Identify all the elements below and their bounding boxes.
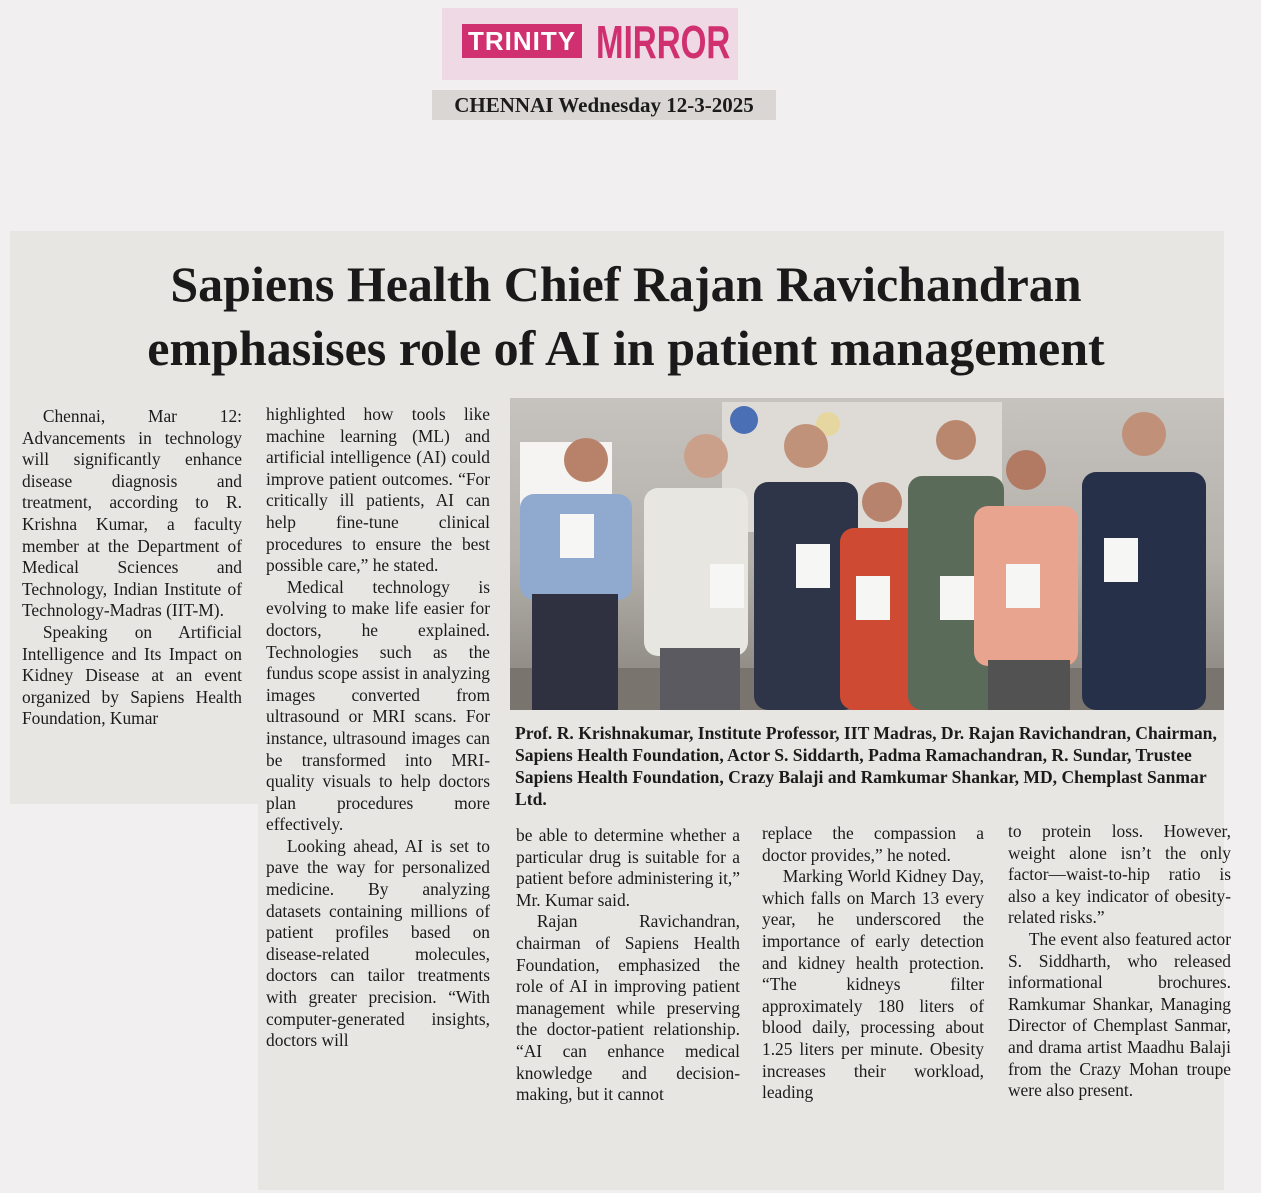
photo-illustration [510, 398, 1224, 710]
brochure [1006, 564, 1040, 608]
brochure [940, 576, 974, 620]
paragraph: replace the compassion a doctor provides,” he noted. [762, 823, 984, 865]
paragraph: to protein loss. However, weight alone isn’t the only factor—waist-to-hip ratio is also a key indicator of obesity-related risks.” [1008, 821, 1231, 928]
event-logo [730, 406, 758, 434]
article-column-5 [1008, 821, 1231, 1102]
brochure [856, 576, 890, 620]
paragraph: Marking World Kidney Day, which falls on March 13 every year, he underscored the importance of early detection and kidney health protection. “The kidneys filter approximately 180 liters of blood daily, processing about 1.25 liters per minute. Obesity increases their workload, leading [762, 866, 984, 1103]
article-column-2 [266, 404, 490, 1052]
dateline: CHENNAI Wednesday 12-3-2025 [432, 90, 776, 120]
article-column-4 [762, 823, 984, 1104]
headline [26, 252, 1226, 380]
paragraph: Looking ahead, AI is set to pave the way for personalized medicine. By analyzing datasets containing millions of patient profiles based on disease-related molecules, doctors can tailor treatments with greater precision. “With computer-generated insights, doctors will [266, 835, 490, 1051]
paragraph: The event also featured actor S. Siddharth, who released informational brochures. Ramkumar Shankar, Managing Director of Chemplast Sanmar, and drama artist Maadhu Balaji from the Crazy Mohan troupe were also present. [1008, 928, 1231, 1101]
paragraph: Rajan Ravichandran, chairman of Sapiens Health Foundation, emphasized the role of AI in improving patient management while preserving the doctor-patient relationship. “AI can enhance medical knowledge and decision-making, but it cannot [516, 911, 740, 1105]
brochure [710, 564, 744, 608]
brochure [560, 514, 594, 558]
headline-line-2: emphasises role of AI in patient management [147, 320, 1105, 376]
masthead-mirror: MIRROR [596, 16, 731, 68]
paragraph: Speaking on Artificial Intelligence and Its Impact on Kidney Disease at an event organized by Sapiens Health Foundation, Kumar [22, 621, 242, 729]
masthead-trinity: TRINITY [462, 24, 582, 58]
article-column-1 [22, 406, 242, 730]
event-photo [510, 398, 1224, 710]
photo-caption: Prof. R. Krishnakumar, Institute Professor, IIT Madras, Dr. Rajan Ravichandran, Chairman, Sapiens Health Foundation, Actor S. Siddarth, Padma Ramachandran, R. Sundar, Trustee Sapiens Health Foundation, Crazy Balaji and Ramkumar Shankar, MD, Chemplast Sanmar Ltd. [515, 723, 1217, 809]
headline-line-1: Sapiens Health Chief Rajan Ravichandran [170, 256, 1082, 312]
brochure [1104, 538, 1138, 582]
paragraph: be able to determine whether a particular drug is suitable for a patient before administering it,” Mr. Kumar said. [516, 825, 740, 910]
article-column-3 [516, 825, 740, 1106]
brochure [796, 544, 830, 588]
paragraph: Chennai, Mar 12: Advancements in technology will significantly enhance disease diagnosis and treatment, according to R. Krishna Kumar, a faculty member at the Department of Medical Sciences and Technology, Indian Institute of Technology-Madras (IIT-M). [22, 406, 242, 621]
paragraph: highlighted how tools like machine learning (ML) and artificial intelligence (AI) could improve patient outcomes. “For critically ill patients, AI can help fine-tune clinical procedures to ensure the best possible care,” he stated. [266, 404, 490, 576]
masthead-logo [442, 8, 738, 80]
person [1082, 412, 1206, 710]
paragraph: Medical technology is evolving to make life easier for doctors, he explained. Technologies such as the fundus scope assist in analyzing images converted from ultrasound or MRI scans. For instance, ultrasound images can be transformed into MRI-quality visuals to help doctors plan procedures more effectively. [266, 576, 490, 835]
